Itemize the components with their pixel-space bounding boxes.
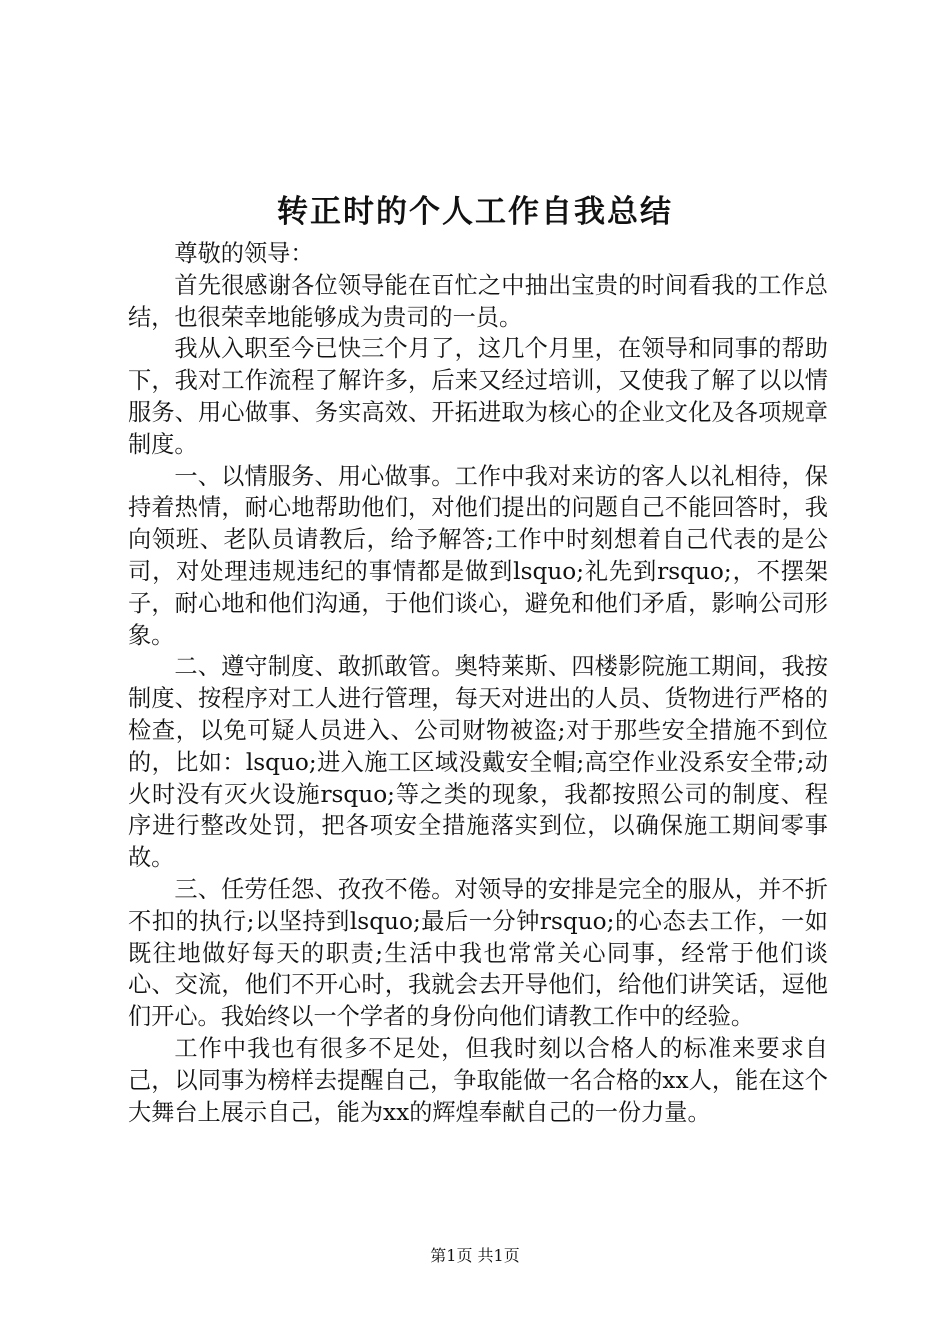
document-title: 转正时的个人工作自我总结 [277, 194, 673, 230]
paragraph-background: 我从入职至今已快三个月了，这几个月里，在领导和同事的帮助下，我对工作流程了解许多，后来又经过培训，又使我了解了以以情服务、用心做事、务实高效、开拓进取为核心的企业文化及各项规章制度。 [128, 335, 828, 458]
paragraph-section-2: 二、遵守制度、敢抓敢管。奥特莱斯、四楼影院施工期间，我按制度、按程序对工人进行管理，每天对进出的人员、货物进行严格的检查，以免可疑人员进入、公司财物被盗;对于那些安全措施不到位的，比如：lsquo;进入施工区域没戴安全帽;高空作业没系安全带;动火时没有灭火设施rsquo;等之类的现象，我都按照公司的制度、程序进行整改处罚，把各项安全措施落实到位，以确保施工期间零事故。 [128, 653, 828, 872]
document-body [128, 238, 828, 1128]
paragraph-section-3: 三、任劳任怨、孜孜不倦。对领导的安排是完全的服从，并不折不扣的执行;以坚持到lsquo;最后一分钟rsquo;的心态去工作，一如既往地做好每天的职责;生活中我也常常关心同事，经常于他们谈心、交流，他们不开心时，我就会去开导他们，给他们讲笑话，逗他们开心。我始终以一个学者的身份向他们请教工作中的经验。 [128, 875, 828, 1031]
page-number-footer: 第1页 共1页 [430, 1246, 520, 1265]
salutation: 尊敬的领导： [174, 240, 314, 267]
paragraph-section-1: 一、以情服务、用心做事。工作中我对来访的客人以礼相待，保持着热情，耐心地帮助他们，对他们提出的问题自己不能回答时，我向领班、老队员请教后，给予解答;工作中时刻想着自己代表的是公司，对处理违规违纪的事情都是做到lsquo;礼先到rsquo;，不摆架子，耐心地和他们沟通，于他们谈心，避免和他们矛盾，影响公司形象。 [128, 462, 828, 649]
paragraph-intro: 首先很感谢各位领导能在百忙之中抽出宝贵的时间看我的工作总结，也很荣幸地能够成为贵司的一员。 [128, 271, 828, 331]
paragraph-conclusion: 工作中我也有很多不足处，但我时刻以合格人的标准来要求自己，以同事为榜样去提醒自己，争取能做一名合格的xx人，能在这个大舞台上展示自己，能为xx的辉煌奉献自己的一份力量。 [128, 1034, 828, 1126]
